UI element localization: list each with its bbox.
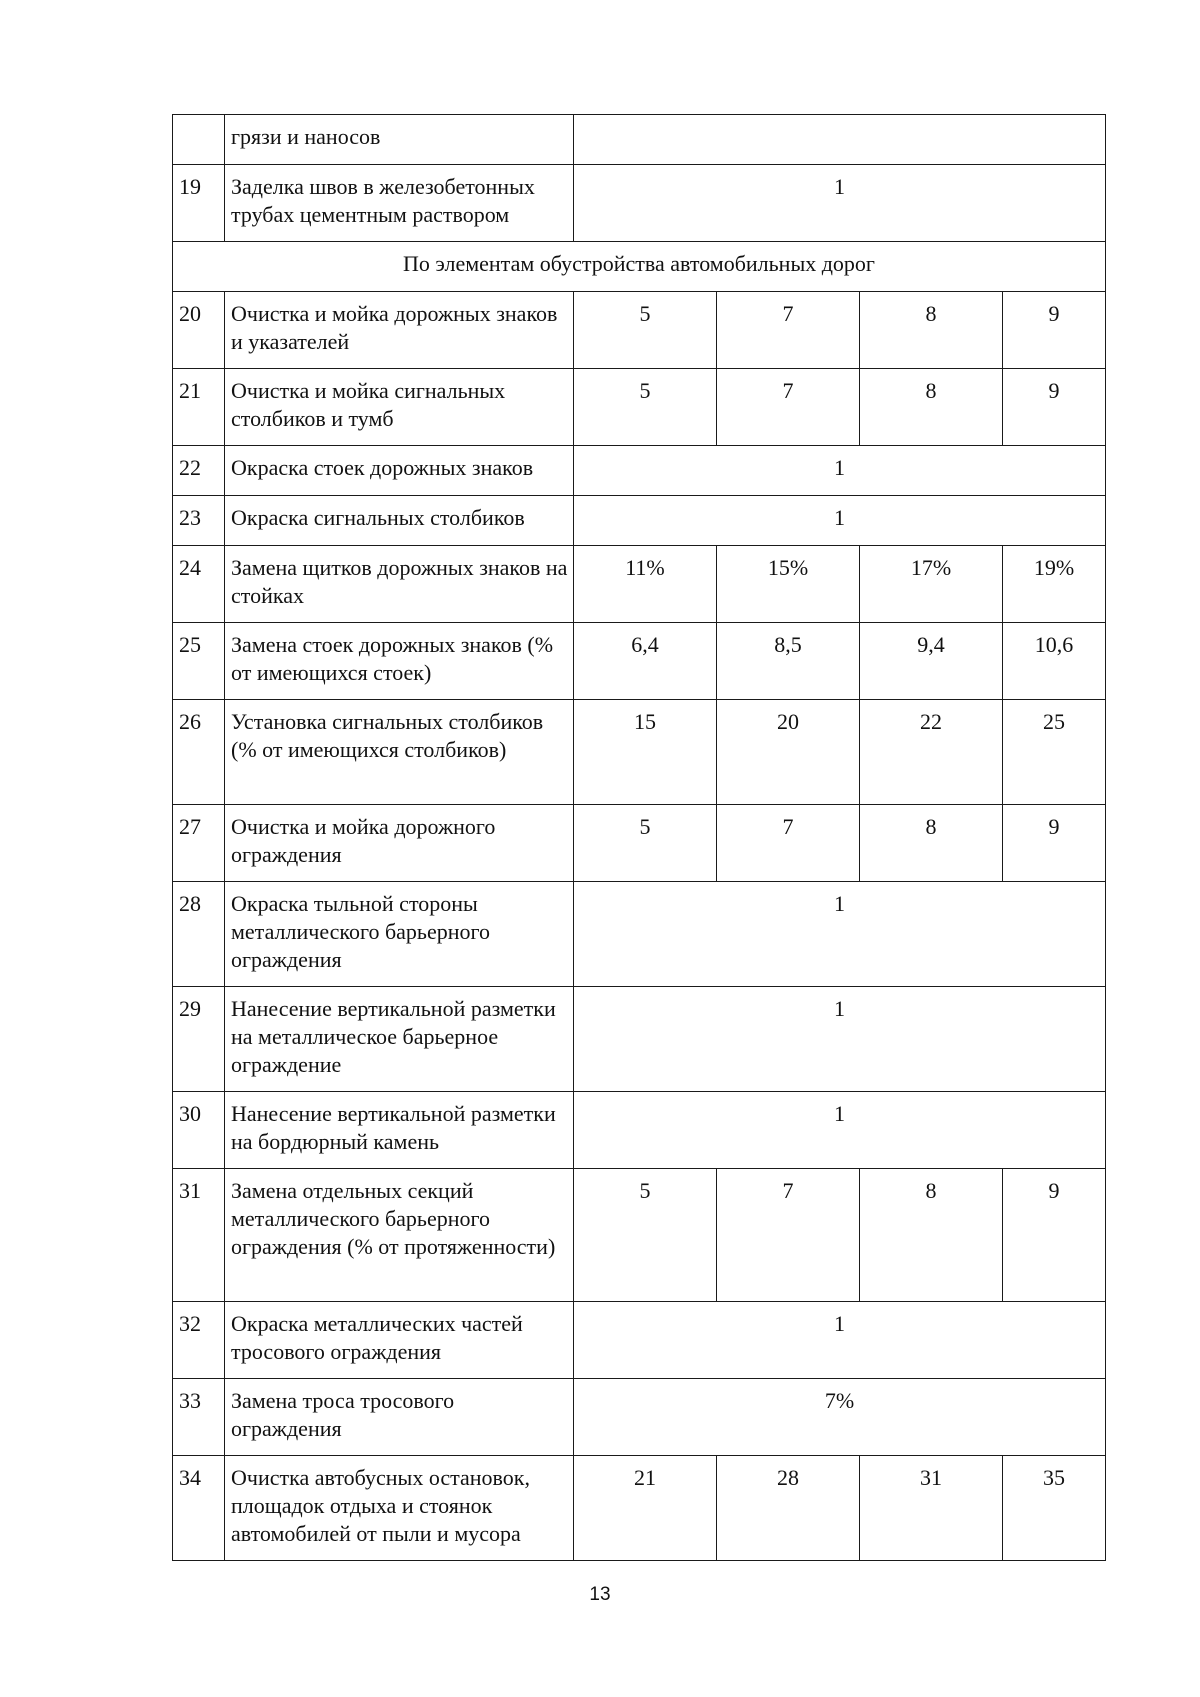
table-row <box>173 882 1106 987</box>
category-value: 5 <box>574 805 717 882</box>
table-row <box>173 1302 1106 1379</box>
work-description: грязи и наносов <box>225 115 574 165</box>
section-row <box>173 242 1106 292</box>
page-number: 13 <box>589 1584 611 1605</box>
row-number: 23 <box>173 496 225 546</box>
table-row <box>173 1379 1106 1456</box>
row-number: 19 <box>173 165 225 242</box>
row-number <box>173 115 225 165</box>
merged-value: 1 <box>574 446 1106 496</box>
category-value: 28 <box>717 1456 860 1561</box>
category-value: 8,5 <box>717 623 860 700</box>
work-description: Замена отдельных секций металлического барьерного ограждения (% от протяженности) <box>225 1169 574 1302</box>
table-row <box>173 700 1106 805</box>
row-number: 34 <box>173 1456 225 1561</box>
work-description: Очистка и мойка дорожного ограждения <box>225 805 574 882</box>
category-value: 8 <box>860 1169 1003 1302</box>
work-description: Замена щитков дорожных знаков на стойках <box>225 546 574 623</box>
table-row <box>173 115 1106 165</box>
category-value: 22 <box>860 700 1003 805</box>
category-value: 35 <box>1003 1456 1106 1561</box>
category-value: 7 <box>717 292 860 369</box>
work-description: Нанесение вертикальной разметки на металлическое барьерное ограждение <box>225 987 574 1092</box>
category-value: 9 <box>1003 1169 1106 1302</box>
table-row <box>173 546 1106 623</box>
category-value: 7 <box>717 805 860 882</box>
category-value: 7 <box>717 369 860 446</box>
table-row <box>173 1092 1106 1169</box>
table-body <box>173 115 1106 1561</box>
work-description: Очистка автобусных остановок, площадок отдыха и стоянок автомобилей от пыли и мусора <box>225 1456 574 1561</box>
work-description: Замена стоек дорожных знаков (% от имеющихся стоек) <box>225 623 574 700</box>
row-number: 29 <box>173 987 225 1092</box>
table-row <box>173 1169 1106 1302</box>
category-value: 11% <box>574 546 717 623</box>
work-description: Окраска сигнальных столбиков <box>225 496 574 546</box>
table-row <box>173 446 1106 496</box>
work-description: Заделка швов в железобетонных трубах цементным раствором <box>225 165 574 242</box>
table-row <box>173 369 1106 446</box>
category-value: 10,6 <box>1003 623 1106 700</box>
merged-value: 1 <box>574 1302 1106 1379</box>
category-value: 7 <box>717 1169 860 1302</box>
table-row <box>173 1456 1106 1561</box>
category-value: 9,4 <box>860 623 1003 700</box>
table-row <box>173 292 1106 369</box>
table-row <box>173 623 1106 700</box>
table-row <box>173 496 1106 546</box>
section-title: По элементам обустройства автомобильных дорог <box>173 242 1106 292</box>
category-value: 21 <box>574 1456 717 1561</box>
category-value: 25 <box>1003 700 1106 805</box>
row-number: 30 <box>173 1092 225 1169</box>
row-number: 32 <box>173 1302 225 1379</box>
category-value: 8 <box>860 369 1003 446</box>
merged-value: 1 <box>574 496 1106 546</box>
table-row <box>173 165 1106 242</box>
row-number: 33 <box>173 1379 225 1456</box>
work-description: Замена троса тросового ограждения <box>225 1379 574 1456</box>
work-description: Очистка и мойка сигнальных столбиков и тумб <box>225 369 574 446</box>
category-value: 9 <box>1003 292 1106 369</box>
merged-value: 1 <box>574 882 1106 987</box>
category-value: 5 <box>574 1169 717 1302</box>
row-number: 27 <box>173 805 225 882</box>
work-description: Окраска металлических частей тросового ограждения <box>225 1302 574 1379</box>
table-row <box>173 805 1106 882</box>
category-value: 15 <box>574 700 717 805</box>
merged-value: 1 <box>574 987 1106 1092</box>
row-number: 20 <box>173 292 225 369</box>
norms-table <box>172 114 1106 1561</box>
row-number: 26 <box>173 700 225 805</box>
row-number: 28 <box>173 882 225 987</box>
category-value: 31 <box>860 1456 1003 1561</box>
row-number: 31 <box>173 1169 225 1302</box>
category-value: 9 <box>1003 805 1106 882</box>
category-value: 8 <box>860 805 1003 882</box>
table-row <box>173 987 1106 1092</box>
work-description: Окраска стоек дорожных знаков <box>225 446 574 496</box>
row-number: 22 <box>173 446 225 496</box>
work-description: Установка сигнальных столбиков (% от имеющихся столбиков) <box>225 700 574 805</box>
category-value: 17% <box>860 546 1003 623</box>
category-value: 5 <box>574 369 717 446</box>
row-number: 24 <box>173 546 225 623</box>
work-description: Нанесение вертикальной разметки на бордюрный камень <box>225 1092 574 1169</box>
work-description: Окраска тыльной стороны металлического барьерного ограждения <box>225 882 574 987</box>
merged-value: 1 <box>574 1092 1106 1169</box>
category-value: 20 <box>717 700 860 805</box>
category-value: 8 <box>860 292 1003 369</box>
category-value: 19% <box>1003 546 1106 623</box>
merged-value <box>574 115 1106 165</box>
merged-value: 1 <box>574 165 1106 242</box>
category-value: 6,4 <box>574 623 717 700</box>
category-value: 5 <box>574 292 717 369</box>
category-value: 9 <box>1003 369 1106 446</box>
category-value: 15% <box>717 546 860 623</box>
row-number: 21 <box>173 369 225 446</box>
row-number: 25 <box>173 623 225 700</box>
work-description: Очистка и мойка дорожных знаков и указателей <box>225 292 574 369</box>
merged-value: 7% <box>574 1379 1106 1456</box>
